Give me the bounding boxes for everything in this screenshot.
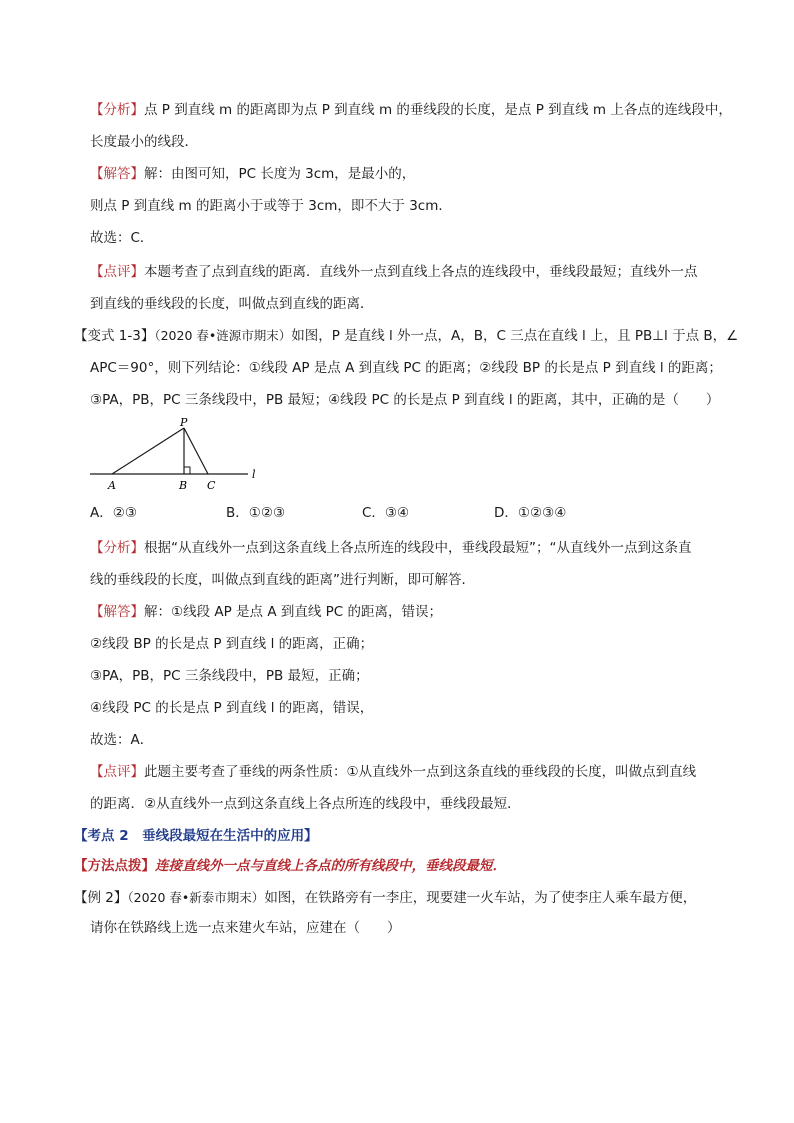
example-line2: 请你在铁路线上选一点来建火车站，应建在（ ） — [90, 920, 401, 936]
option-c[interactable]: C．③④ — [362, 505, 410, 521]
answer-text-1: 解：由图可知，PC 长度为 3cm，是最小的， — [144, 166, 416, 182]
option-a[interactable]: A．②③ — [90, 505, 137, 521]
example-2-question — [74, 888, 696, 908]
method-tip — [74, 856, 506, 876]
analysis-continuation-2: 线的垂线段的长度，叫做点到直线的距离”进行判断，即可解答． — [90, 572, 475, 588]
comment-tag-2: 【点评】 — [90, 764, 144, 780]
comment-tag: 【点评】 — [90, 264, 144, 280]
geometry-figure — [86, 418, 276, 498]
variant-line1: 如图，P 是直线 l 外一点，A，B，C 三点在直线 l 上，且 PB⊥l 于点 B，∠ — [291, 328, 739, 344]
comment-text-2: 此题主要考查了垂线的两条性质：①从直线外一点到这条直线的垂线段的长度，叫做点到直线 — [144, 764, 697, 780]
variant-question — [74, 326, 738, 346]
answer-line-3b: ③PA，PB，PC 三条线段中，PB 最短，正确； — [90, 668, 369, 684]
comment-continuation-2: 的距离．②从直线外一点到这条直线上各点所连的线段中，垂线段最短． — [90, 796, 521, 812]
label-p: P — [180, 418, 188, 429]
segment-pa — [112, 428, 184, 474]
variant-line3: ③PA，PB，PC 三条线段中，PB 最短；④线段 PC 的长是点 P 到直线 l 的距离，其中，正确的是（ ） — [90, 392, 720, 408]
method-text: 连接直线外一点与直线上各点的所有线段中，垂线段最短． — [155, 858, 506, 874]
example-tag: 【例 2】 — [74, 890, 128, 906]
option-d[interactable]: D．①②③④ — [494, 505, 567, 521]
answer-line-2: 则点 P 到直线 m 的距离小于或等于 3cm，即不大于 3cm． — [90, 198, 452, 214]
answer-text-2: 解：①线段 AP 是点 A 到直线 PC 的距离，错误； — [144, 604, 443, 620]
method-tag: 【方法点拨】 — [74, 858, 155, 874]
comment-paragraph-2 — [90, 762, 696, 782]
answer-tag: 【解答】 — [90, 166, 144, 182]
analysis-text-1: 点 P 到直线 m 的距离即为点 P 到直线 m 的垂线段的长度，是点 P 到直线 m 上各点的连线段中， — [144, 102, 732, 118]
analysis-paragraph-1 — [90, 100, 732, 120]
analysis-tag-2: 【分析】 — [90, 540, 144, 556]
label-l: l — [252, 468, 256, 481]
right-angle-mark — [184, 467, 190, 474]
choice-2: 故选：A． — [90, 732, 154, 748]
analysis-text-2: 根据“从直线外一点到这条直线上各点所连的线段中，垂线段最短”；“从直线外一点到这条直 — [144, 540, 692, 556]
answer-line-2b: ②线段 BP 的长是点 P 到直线 l 的距离，正确； — [90, 636, 374, 652]
example-source: （2020 春•新泰市期末） — [127, 890, 265, 905]
label-a: A — [108, 479, 116, 492]
example-line1: 如图，在铁路旁有一李庄，现要建一火车站，为了使李庄人乘车最方便， — [264, 890, 697, 906]
analysis-paragraph-2 — [90, 538, 691, 558]
section-title: 【考点 2 垂线段最短在生活中的应用】 — [74, 828, 318, 844]
label-b: B — [179, 479, 188, 492]
variant-tag: 【变式 1-3】 — [74, 328, 155, 344]
answer-tag-2: 【解答】 — [90, 604, 144, 620]
variant-source: （2020 春•涟源市期末） — [154, 328, 292, 343]
option-b[interactable]: B．①②③ — [226, 505, 286, 521]
comment-paragraph-1 — [90, 262, 698, 282]
choice-1: 故选：C． — [90, 230, 154, 246]
answer-paragraph-2 — [90, 602, 442, 622]
analysis-tag: 【分析】 — [90, 102, 144, 118]
analysis-continuation-1: 长度最小的线段． — [90, 134, 198, 150]
label-c: C — [207, 479, 216, 492]
answer-line-4b: ④线段 PC 的长是点 P 到直线 l 的距离，错误， — [90, 700, 374, 716]
comment-text-1: 本题考查了点到直线的距离．直线外一点到直线上各点的连线段中，垂线段最短；直线外一点 — [144, 264, 698, 280]
answer-paragraph-1 — [90, 164, 415, 184]
comment-continuation-1: 到直线的垂线段的长度，叫做点到直线的距离． — [90, 296, 374, 312]
variant-line2: APC＝90°，则下列结论：①线段 AP 是点 A 到直线 PC 的距离；②线段 BP 的长是点 P 到直线 l 的距离； — [90, 360, 722, 376]
